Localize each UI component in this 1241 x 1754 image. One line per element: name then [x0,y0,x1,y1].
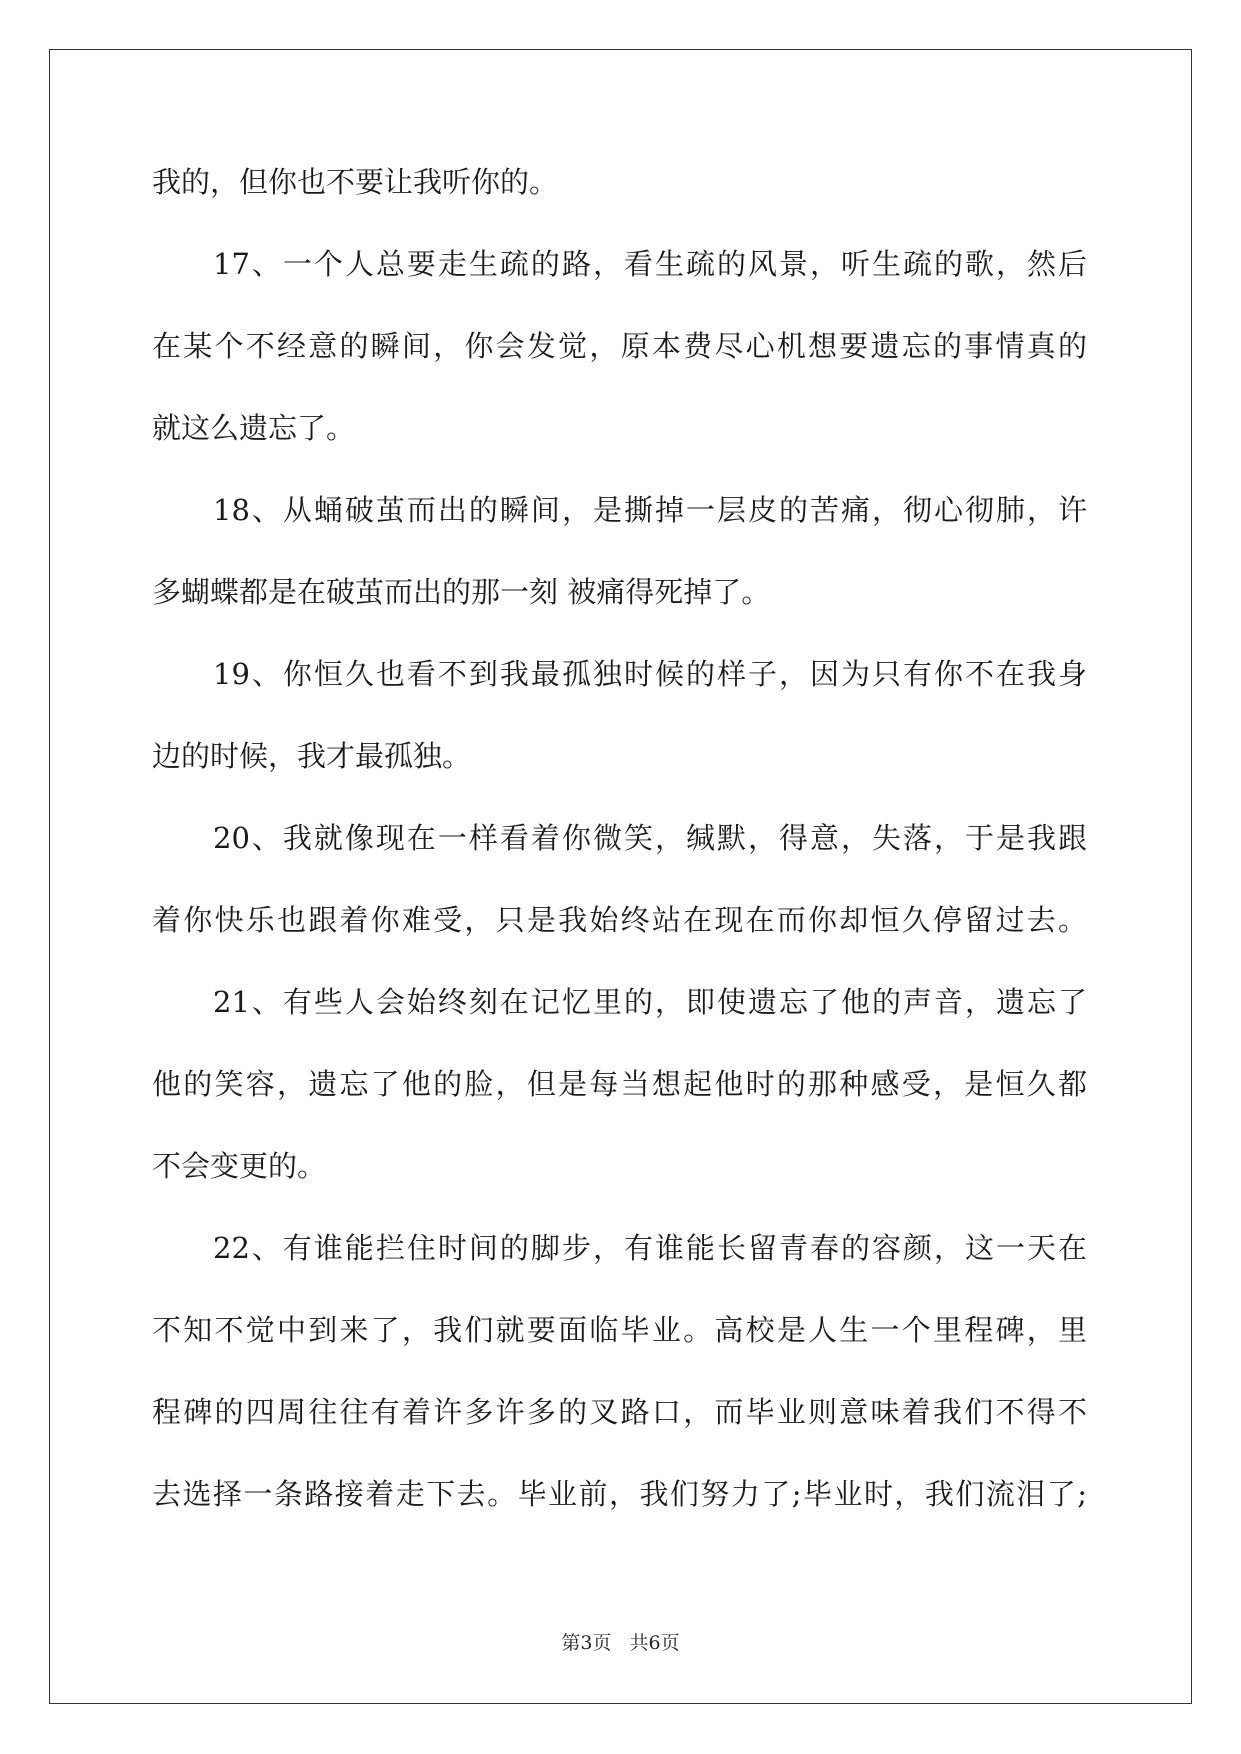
text-line: 边的时候，我才最孤独。 [152,739,472,773]
text-line: 18、从蛹破茧而出的瞬间，是撕掉一层皮的苦痛，彻心彻肺，许 [213,493,1087,527]
text-line: 22、有谁能拦住时间的脚步，有谁能长留青春的容颜，这一天在 [213,1231,1087,1265]
text-line: 去选择一条路接着走下去。毕业前，我们努力了;毕业时，我们流泪了; [152,1477,1087,1511]
text-line: 不会变更的。 [152,1149,327,1183]
text-line: 多蝴蝶都是在破茧而出的那一刻 被痛得死掉了。 [152,575,771,609]
text-line: 着你快乐也跟着你难受，只是我始终站在现在而你却恒久停留过去。 [152,903,1087,937]
document-body [152,158,1087,1552]
text-line: 21、有些人会始终刻在记忆里的，即使遗忘了他的声音，遗忘了 [213,985,1087,1019]
text-line: 我的，但你也不要让我听你的。 [152,165,559,199]
text-line: 程碑的四周往往有着许多许多的叉路口，而毕业则意味着我们不得不 [152,1395,1087,1429]
text-line: 19、你恒久也看不到我最孤独时候的样子，因为只有你不在我身 [213,657,1087,691]
text-line: 就这么遗忘了。 [152,411,356,445]
text-line: 17、一个人总要走生疏的路，看生疏的风景，听生疏的歌，然后 [213,247,1087,281]
page-footer [0,1628,1241,1655]
page-total: 共6页 [629,1632,680,1654]
text-line: 20、我就像现在一样看着你微笑，缄默，得意，失落，于是我跟 [213,821,1087,855]
page-number: 第3页 [561,1632,612,1654]
text-line: 不知不觉中到来了，我们就要面临毕业。高校是人生一个里程碑，里 [152,1313,1087,1347]
text-line: 他的笑容，遗忘了他的脸，但是每当想起他时的那种感受，是恒久都 [152,1067,1087,1101]
text-line: 在某个不经意的瞬间，你会发觉，原本费尽心机想要遗忘的事情真的 [152,329,1087,363]
